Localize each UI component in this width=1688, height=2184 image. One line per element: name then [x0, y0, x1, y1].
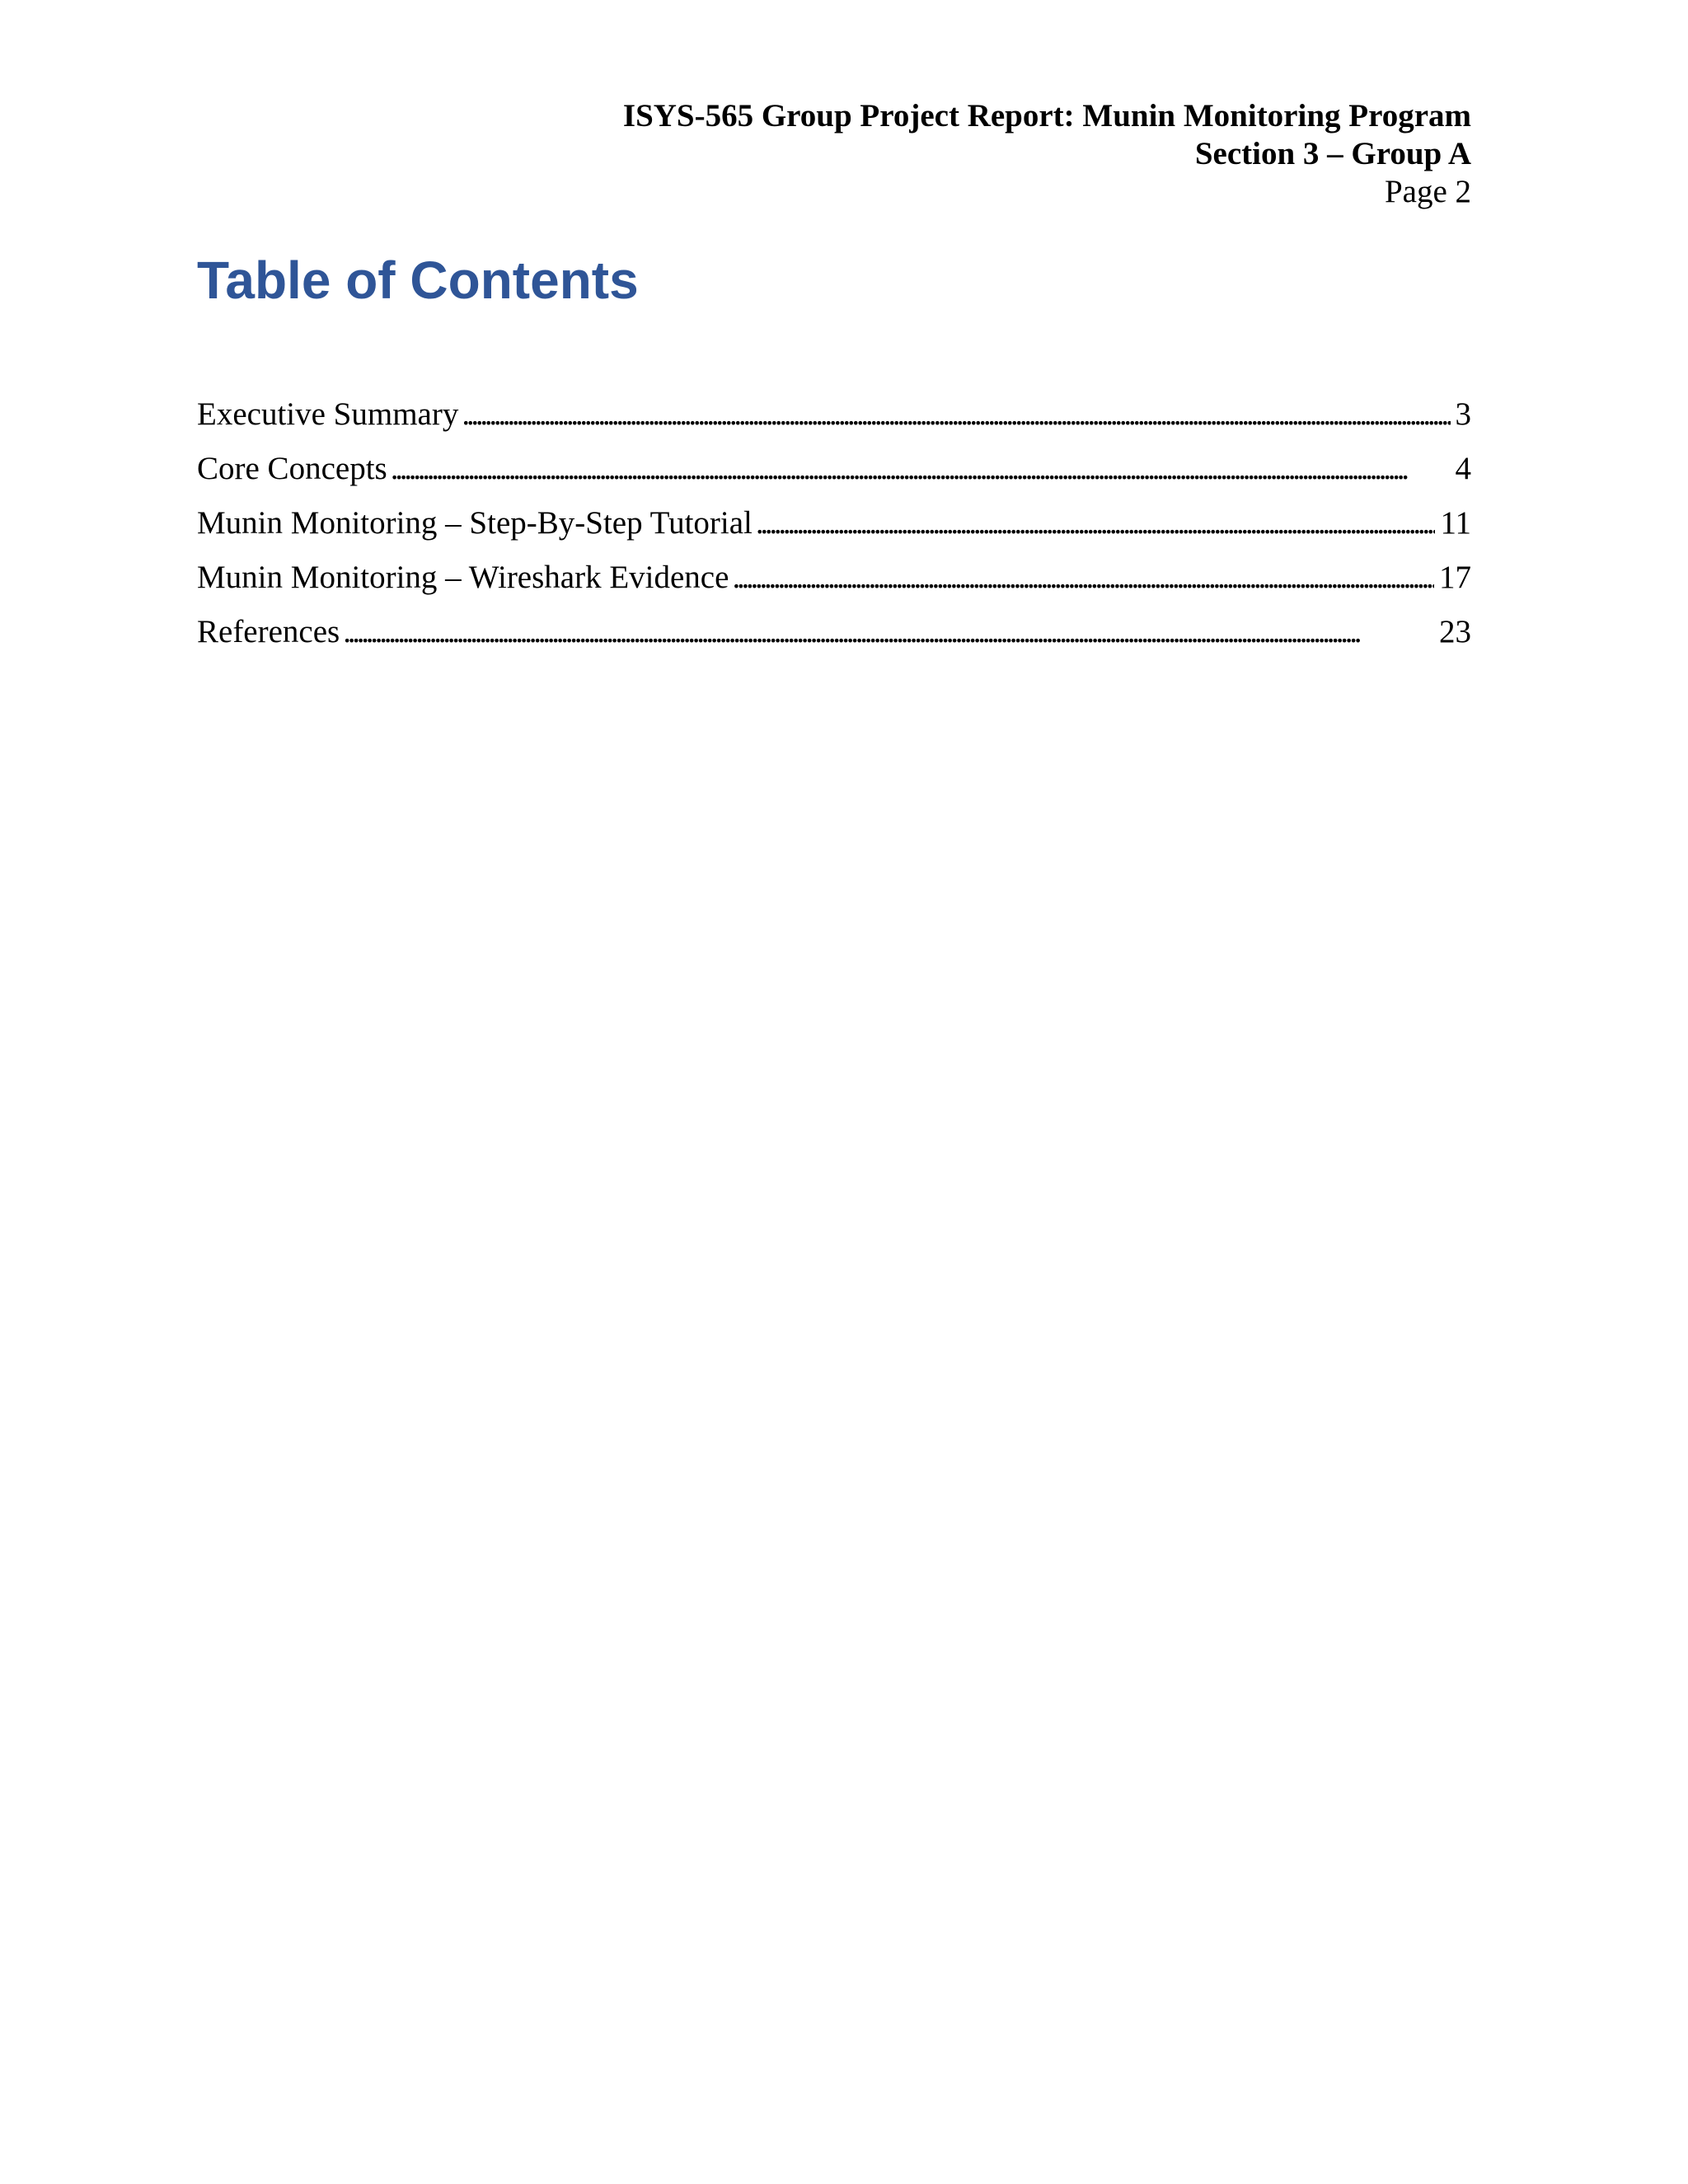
dot-leader [756, 496, 1436, 551]
dot-leader [391, 442, 1451, 496]
toc-entry-label: Munin Monitoring – Wireshark Evidence [197, 560, 729, 595]
toc-entry-label: Core Concepts [197, 451, 387, 486]
toc-entry-page: 17 [1439, 560, 1471, 595]
dot-leader [732, 551, 1434, 605]
page-header [400, 97, 1471, 211]
toc-entry-wireshark-evidence[interactable] [197, 551, 1471, 605]
toc-entry-label: Executive Summary [197, 396, 459, 432]
section-group: Section 3 – Group A [1194, 136, 1471, 171]
toc-entry-tutorial[interactable] [197, 496, 1471, 551]
toc-entry-page: 23 [1439, 614, 1471, 649]
page-number: Page 2 [1384, 174, 1471, 209]
toc-heading: Table of Contents [197, 251, 639, 310]
dot-leader [462, 387, 1450, 442]
toc-entry-page: 11 [1440, 505, 1471, 541]
toc-entry-label: Munin Monitoring – Step-By-Step Tutorial [197, 505, 753, 541]
toc-entry-core-concepts[interactable] [197, 442, 1471, 496]
report-title: ISYS-565 Group Project Report: Munin Monitoring Program [622, 98, 1471, 134]
toc-entry-executive-summary[interactable] [197, 387, 1471, 442]
toc-entry-page: 4 [1455, 451, 1471, 486]
table-of-contents [197, 387, 1471, 659]
dot-leader [343, 605, 1434, 659]
toc-entry-page: 3 [1455, 396, 1471, 432]
toc-entry-label: References [197, 614, 340, 649]
toc-entry-references[interactable] [197, 605, 1471, 659]
